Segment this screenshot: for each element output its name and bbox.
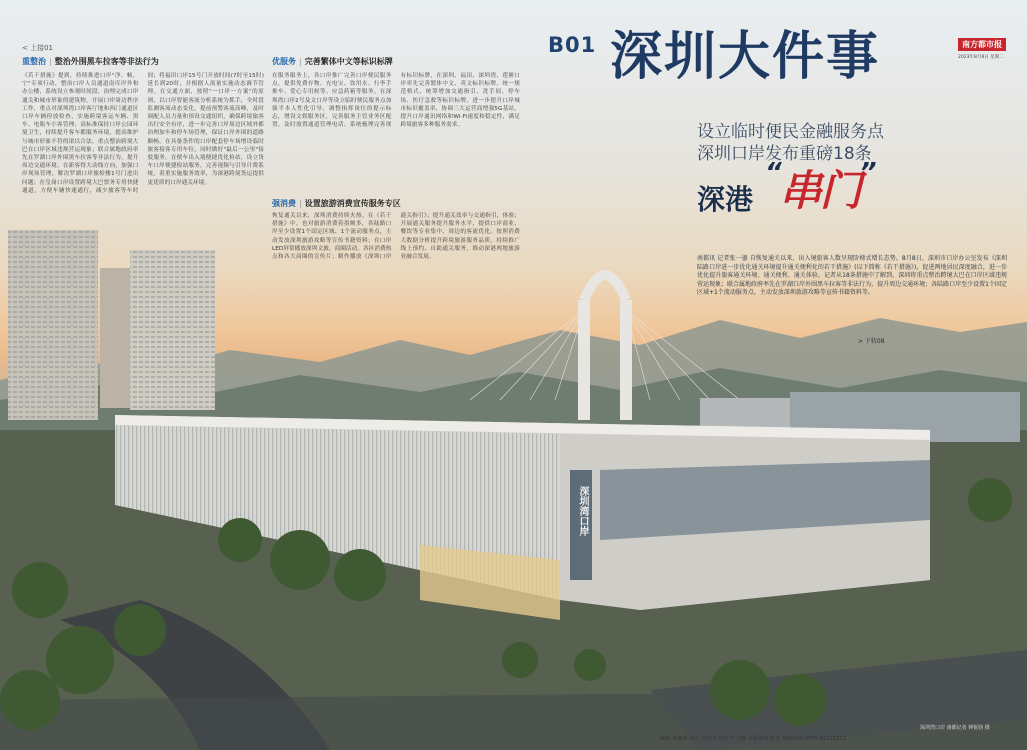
headline-quote-text: 串门	[779, 166, 860, 215]
col2-heading: 优服务 | 完善繁体中文等标识标牌	[272, 57, 393, 66]
headline-line2: 深圳口岸发布重磅18条	[697, 144, 872, 164]
col1-heading: 重整治 | 整治外围黑车拉客等非法行为	[22, 57, 159, 66]
continued-link[interactable]: > 下转08	[858, 338, 885, 345]
page-footer: 编辑 刘鑫洲 设计 邹松青 校对 严文静 本版统筹 陈奇 报料热线 0755-82121212	[660, 736, 847, 742]
col2-title: 完善繁体中文等标识标牌	[304, 57, 393, 66]
issue-date: 2023年8月8日 星期二	[958, 55, 1004, 60]
building-sign: 深圳湾口岸	[577, 486, 588, 536]
col2-body: 在服务服务上，各口岸推广完善口岸便民服务点，提供免费存物、充电宝、饮用水、行李手推车、爱心专用候等、应急药箱等服务。在深圳湾口岸2号及文口岸等设立临时便民服务点加强半本人性化引导，调整指挥岗位的提示标志，增设文娱服务区，完善服务主管业务区配置，及时放置通道管理电话。系统梳理完善现有标识标牌，在深圳、福田、深圳湾、莲塘口岸率先完善繁体中文、英文标识标牌，统一规范格式，统筹增加交通指引、洗手间、停车场、医疗急救等标识标牌，进一步提升口岸城市标识覆盖率，协调三大运营商增强5G基站，提升口岸通讯网络和Wi-Fi速度和稳定性，满足跨境旅客多种服务需求。	[272, 73, 520, 129]
page-title: 深圳大件事	[610, 27, 881, 87]
col3-heading: 强消费 | 设置旅游消费宣传服务专区	[272, 199, 401, 208]
col3-title: 设置旅游消费宣传服务专区	[304, 199, 401, 208]
col1-tag: 重整治	[22, 57, 46, 66]
col1-body: 《若干措施》提到，持续推进口岸"净、畅、宁"专项行动，整治口岸人员通道南库岸外和办公楼，系统设立参观时间段，治理完成口岸通关和城市形象的建筑物。开展口岸周边秩序工作，重点对深圳湾口岸客厅地和西门通道区口岸车辆停放检查，实施跨境客运车辆、黑车、电瓶车小客管理；高标准保持口岸公园环境卫生，持续提升客车都服务环境，提高维护与城市形象不符的诸以合法，重点整治跨境大巴在口岸区域违规营运现象；联合属地政府率先在罗湖口岸外围黑车拉客等非法行为，提升周边交通环境。在新客得大动线方向，加强口岸现场管理，解决罗湖口岸旅检楼1号门进出问题；在皇岗口岸设置跨境大巴票务专用快捷通道，方便车辆快速通行，减少旅客等车时间；将福田口岸15号门开放时间(7时至15时)延长到20时，并根据人流量实施动态调节管理。在交通方面，按照"一口岸一方案"的原则，以口岸智能客流分析系统为抓手，全时段监测客流动态变化，提前预警客流高峰，及时调配人员力量和预设交通组织，确保跨境旅客出行安全有序，进一步完善口岸周边区域外都治理加车和停车场管理，保证口岸外围的道路顺畅，在具备条件的口岸配套停车场增设临时旅客接客专用车位，同时做好"最后一公里"接驳服务。在便车出入境便捷优化检站，设立货车口岸便捷检站服务，完善视频与引导计费系统，着重实施服务效率，为深港跨境货运提供更优质的口岸通关环境。	[22, 73, 264, 194]
lead-paragraph: 南都讯 记者张一鎏 自恢复通关以来，出入境旅客人数呈现阶梯式增长态势。8月8日，深圳市口岸办公室发布《深圳陆路口岸进一步优化通关环境提升通关便利化的若干措施》(以下简称《若干措施》)，促进两地居民深度融合，进一步优化提升旅客通关环境、通关便利、通关体验。记者从18条措施中了解到，深圳将重点整治跨境大巴在口岸区域违规营运现象；联合属地政府率先在罗湖口岸外围黑车拉客等非法行为，提升周边交通环境；各陆路口岸至少设置1个固定区域+1个流动服务点，主动发放深圳旅游攻略等宣传书籍资料等。	[697, 255, 1007, 297]
headline-line1: 设立临时便民金融服务点	[697, 122, 884, 142]
page-number: B01	[548, 33, 597, 57]
newspaper-logo: 南方都市报	[958, 38, 1006, 51]
col3-tag: 强消费	[272, 199, 296, 208]
col2-tag: 优服务	[272, 57, 296, 66]
headline-quote: “串门”	[765, 158, 875, 215]
headline-main: 深港	[697, 183, 754, 216]
col3-body: 恢复通关以来，深圳消费持续火热。在《若干措施》中，也对旅游消费着墨颇多，各陆路口岸至少设置1个固定区域、1个流动服务点，主动发放深圳旅游攻略等宣传书籍资料；在口岸LED屏常播放深圳文旅、商圈活动、各区消费热点和各大商圈的宣传片；制作播放《深圳口岸通关指引》；提升通关效率与交通指引，体验；开展通关服务提升服务水平，提供口岸商业、餐饮等专业集中、周边的客流优化。按照消费大数据分析提升跨境旅游服务品质，持续推广线上预约、自助通关服务，推动深港两地旅游业融合发展。	[272, 213, 520, 261]
prev-page-link[interactable]: < 上接01	[22, 44, 53, 52]
photo-caption: 深圳湾口岸 南都记者 钟锐钧 摄	[920, 725, 990, 731]
col1-title: 整治外围黑车拉客等非法行为	[54, 57, 159, 66]
